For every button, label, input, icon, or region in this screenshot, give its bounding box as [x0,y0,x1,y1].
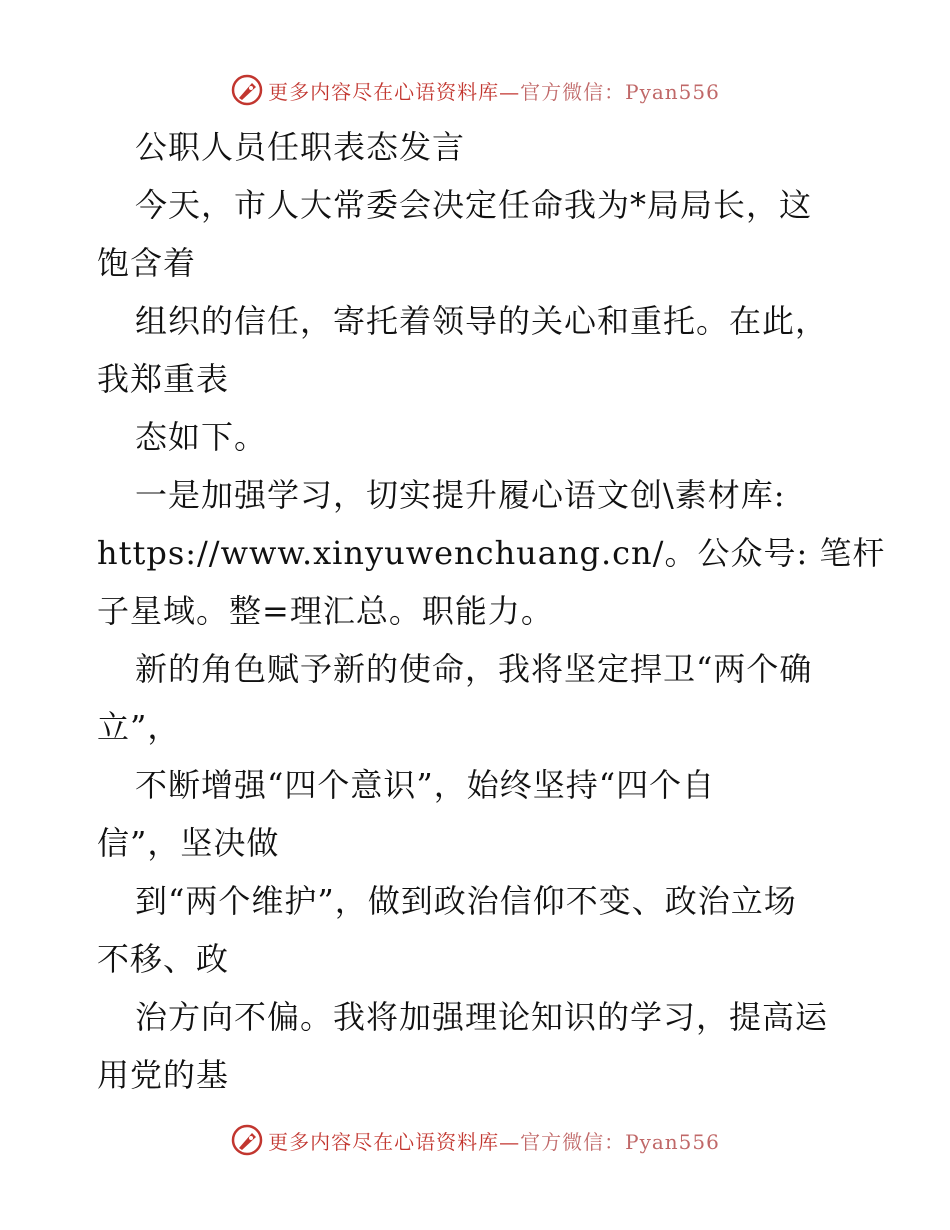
header-banner-title: 更多内容尽在心语资料库— [268,79,521,104]
text-line: 不断增强“四个意识”，始终坚持“四个自 [135,766,716,804]
header-banner-text [268,76,720,105]
document-body [97,118,886,1104]
text-line: 新的角色赋予新的使命，我将坚定捍卫“两个确 [135,650,813,688]
footer-banner-text [268,1126,720,1155]
pen-nib-logo-icon [230,1123,264,1157]
text-line: 今天，市人大常委会决定任命我为*局局长，这 [135,186,813,224]
text-line: 信”，坚决做 [97,824,280,862]
header-banner-wechat: 官方微信：Pyan556 [520,79,720,104]
text-line: 组织的信任，寄托着领导的关心和重托。在此， [135,302,829,340]
text-line: 我郑重表 [97,360,230,398]
text-line: 不移、政 [97,940,230,978]
pen-nib-logo-icon [230,73,264,107]
footer-banner-title: 更多内容尽在心语资料库— [268,1129,521,1154]
text-line: 公职人员任职表态发言 [135,128,466,166]
footer-banner-wechat: 官方微信：Pyan556 [520,1129,720,1154]
text-line: 立”， [97,708,181,746]
header-banner [0,70,950,110]
text-line: 用党的基 [97,1056,230,1094]
text-line: 一是加强学习，切实提升履心语文创\素材库: [135,476,786,514]
text-line: 到“两个维护”，做到政治信仰不变、政治立场 [135,882,797,920]
text-line: 饱含着 [97,244,197,282]
footer-banner [0,1120,950,1160]
text-line: 治方向不偏。我将加强理论知识的学习，提高运 [135,998,829,1036]
text-line: 态如下。 [135,418,268,456]
text-line: 子星域。整=理汇总。职能力。 [97,592,554,630]
text-line: https://www.xinyuwenchuang.cn/。公众号: 笔杆 [97,534,886,572]
